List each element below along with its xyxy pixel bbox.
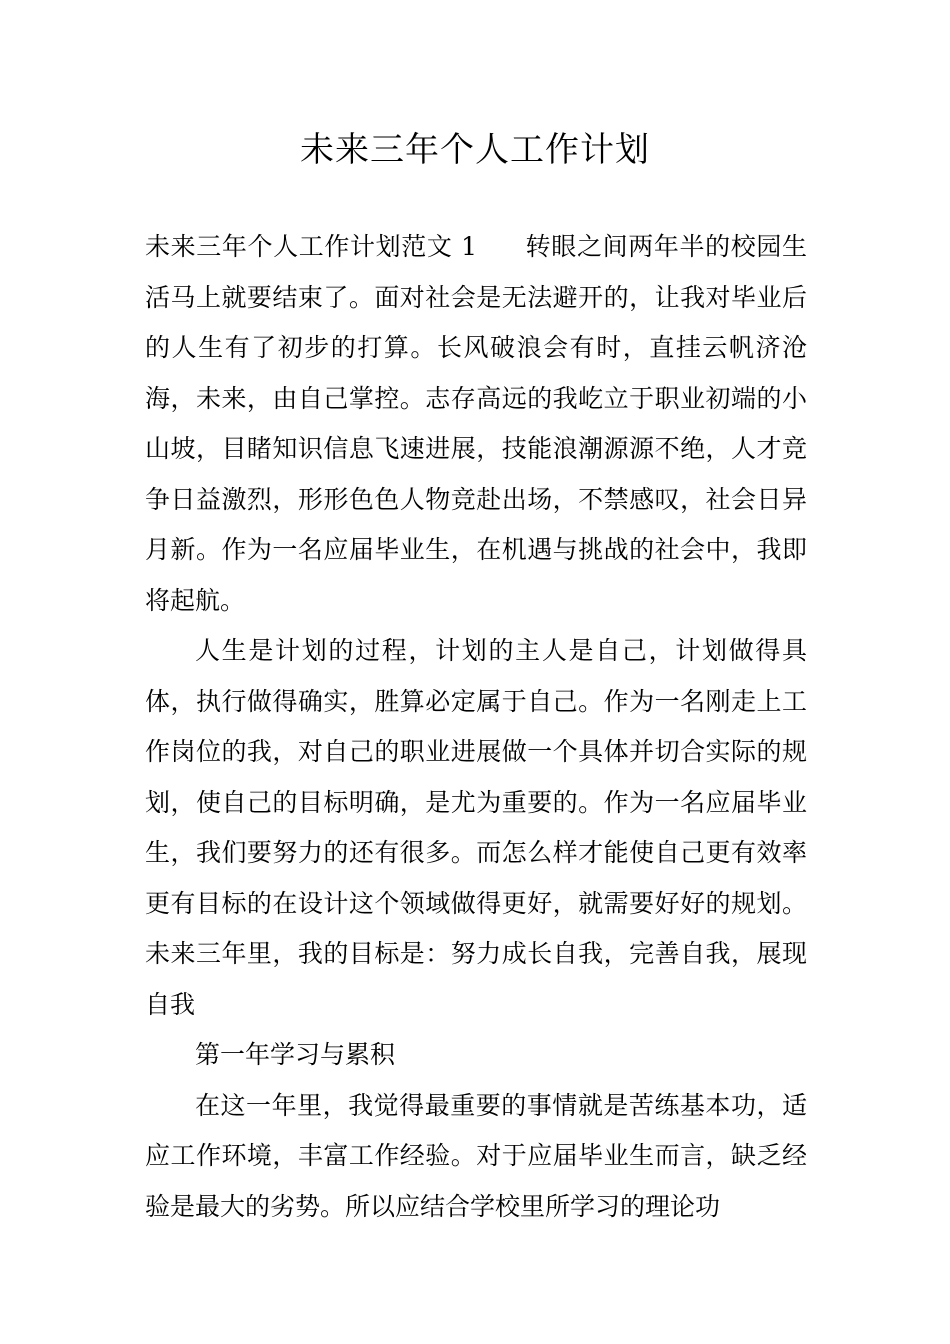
paragraph-2: 人生是计划的过程，计划的主人是自己，计划做得具体，执行做得确实，胜算必定属于自己。作为一名刚走上工作岗位的我，对自己的职业进展做一个具体并切合实际的规划，使自己的目标明确，是尤为重要的。作为一名应届毕业生，我们要努力的还有很多。而怎么样才能使自己更有效率更有目标的在设计这个领域做得更好，就需要好好的规划。未来三年里，我的目标是：努力成长自我，完善自我，展现自我 — [145, 636, 807, 1019]
section-1-heading: 第一年学习与累积 — [195, 1040, 396, 1069]
document-body — [145, 222, 807, 1232]
intro-paragraph — [145, 222, 807, 626]
paragraph-3: 在这一年里，我觉得最重要的事情就是苦练基本功，适应工作环境，丰富工作经验。对于应届毕业生而言，缺乏经验是最大的劣势。所以应结合学校里所学习的理论功 — [145, 1090, 807, 1221]
document-title: 未来三年个人工作计划 — [300, 130, 650, 170]
intro-label: 未来三年个人工作计划范文 1 — [145, 232, 478, 261]
intro-text: 转眼之间两年半的校园生活马上就要结束了。面对社会是无法避开的，让我对毕业后的人生有了初步的打算。长风破浪会有时，直挂云帆济沧海，未来，由自己掌控。志存高远的我屹立于职业初端的小山坡，目睹知识信息飞速进展，技能浪潮源源不绝，人才竞争日益激烈，形形色色人物竞赴出场，不禁感叹，社会日异月新。作为一名应届毕业生，在机遇与挑战的社会中，我即将起航。 — [145, 232, 807, 615]
